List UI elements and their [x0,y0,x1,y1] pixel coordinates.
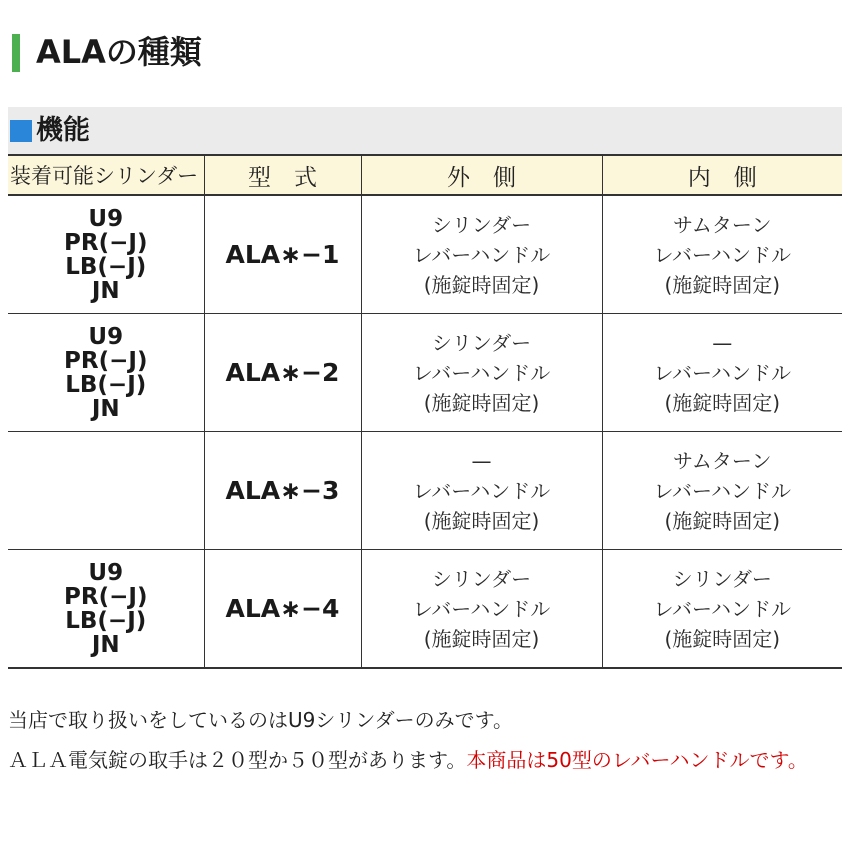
title-accent-bar [12,34,20,72]
section-square-icon [10,120,32,142]
model-name: ALA∗−4 [225,594,340,623]
cylinder-name: PR(−J) [64,229,148,256]
cylinder-name: LB(−J) [65,371,147,398]
inner-line: (施錠時固定) [664,390,781,415]
table-header-row [8,155,842,195]
header-outer: 外 側 [361,155,602,195]
model-name: ALA∗−2 [225,358,340,387]
header-model: 型 式 [204,155,361,195]
red-note: 本商品は50型のレバーハンドルです。 [466,748,808,772]
table-row [8,432,842,550]
inner-cell [602,432,842,550]
outer-line: レバーハンドル [412,360,551,385]
inner-line: (施錠時固定) [664,272,781,297]
table-row [8,195,842,314]
note-line-1: 当店で取り扱いをしているのはU9シリンダーのみです。 [8,708,513,732]
section-title: 機能 [36,115,90,146]
outer-line: レバーハンドル [412,596,551,621]
inner-line: — [712,330,733,355]
cylinder-cell [8,195,204,314]
header-inner: 内 側 [602,155,842,195]
cylinder-name: JN [91,277,120,304]
inner-line: レバーハンドル [653,596,792,621]
cylinder-cell [8,550,204,669]
outer-cell [361,550,602,669]
outer-line: シリンダー [431,330,532,355]
cylinder-cell [8,432,204,550]
function-table [8,154,842,669]
inner-cell [602,550,842,669]
cylinder-name: U9 [88,205,124,232]
outer-line: (施錠時固定) [423,272,540,297]
outer-line: シリンダー [431,212,532,237]
inner-line: レバーハンドル [653,360,792,385]
outer-cell [361,432,602,550]
cylinder-name: JN [91,631,120,658]
model-cell [204,195,361,314]
cylinder-name: JN [91,395,120,422]
outer-line: レバーハンドル [412,478,551,503]
inner-line: (施錠時固定) [664,508,781,533]
page-title: ALAの種類 [36,33,202,71]
model-cell [204,314,361,432]
outer-line: レバーハンドル [412,242,551,267]
section-header-band [8,107,842,155]
cylinder-name: PR(−J) [64,347,148,374]
outer-line: (施錠時固定) [423,626,540,651]
outer-line: (施錠時固定) [423,508,540,533]
outer-cell [361,195,602,314]
cylinder-name: LB(−J) [65,253,147,280]
inner-line: (施錠時固定) [664,626,781,651]
inner-line: サムターン [672,212,772,237]
inner-cell [602,195,842,314]
inner-line: レバーハンドル [653,242,792,267]
outer-line: — [471,448,492,473]
model-name: ALA∗−1 [225,240,340,269]
table-row [8,314,842,432]
model-name: ALA∗−3 [225,476,340,505]
outer-cell [361,314,602,432]
inner-line: サムターン [672,448,772,473]
inner-cell [602,314,842,432]
cylinder-name: U9 [88,559,124,586]
model-cell [204,550,361,669]
cylinder-name: PR(−J) [64,583,148,610]
table-row [8,550,842,669]
outer-line: シリンダー [431,566,532,591]
cylinder-name: U9 [88,323,124,350]
header-cylinder: 装着可能シリンダー [8,155,204,195]
note-line-2 [8,740,842,780]
inner-line: レバーハンドル [653,478,792,503]
inner-line: シリンダー [672,566,772,591]
model-cell [204,432,361,550]
cylinder-cell [8,314,204,432]
cylinder-name: LB(−J) [65,607,147,634]
footer-notes [8,700,842,780]
outer-line: (施錠時固定) [423,390,540,415]
note-line-2-text: ＡＬＡ電気錠の取手は２０型か５０型があります。 [8,748,467,772]
